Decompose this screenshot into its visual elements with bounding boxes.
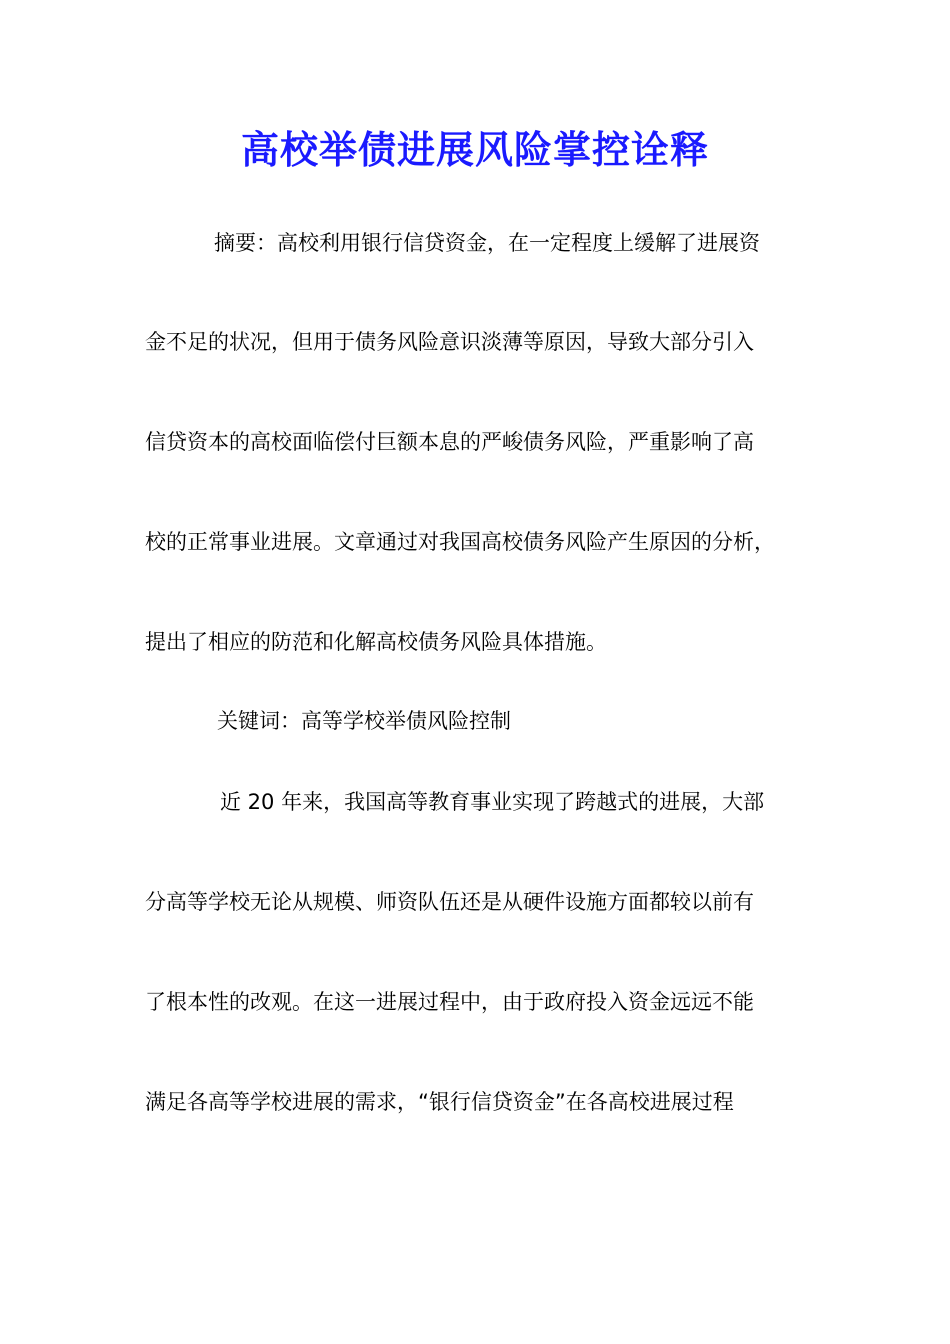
body-line-4: 满足各高等学校进展的需求，“银行信贷资金”在各高校进展过程 — [145, 1090, 734, 1114]
keywords-line: 关键词：高等学校举债风险控制 — [217, 709, 511, 733]
abstract-line-2: 金不足的状况，但用于债务风险意识淡薄等原因，导致大部分引入 — [145, 330, 754, 354]
body-line-2: 分高等学校无论从规模、师资队伍还是从硬件设施方面都较以前有 — [145, 890, 754, 914]
document-title: 高校举债进展风险掌控诠释 — [240, 127, 709, 172]
abstract-line-4: 校的正常事业进展。文章通过对我国高校债务风险产生原因的分析， — [145, 530, 775, 554]
abstract-line-1: 摘要：高校利用银行信贷资金，在一定程度上缓解了进展资 — [214, 231, 760, 255]
body-line-3: 了根本性的改观。在这一进展过程中，由于政府投入资金远远不能 — [145, 990, 754, 1014]
body-line-1: 近 20 年来，我国高等教育事业实现了跨越式的进展，大部 — [220, 790, 765, 814]
abstract-line-5: 提出了相应的防范和化解高校债务风险具体措施。 — [145, 630, 607, 654]
abstract-line-3: 信贷资本的高校面临偿付巨额本息的严峻债务风险，严重影响了高 — [145, 430, 754, 454]
